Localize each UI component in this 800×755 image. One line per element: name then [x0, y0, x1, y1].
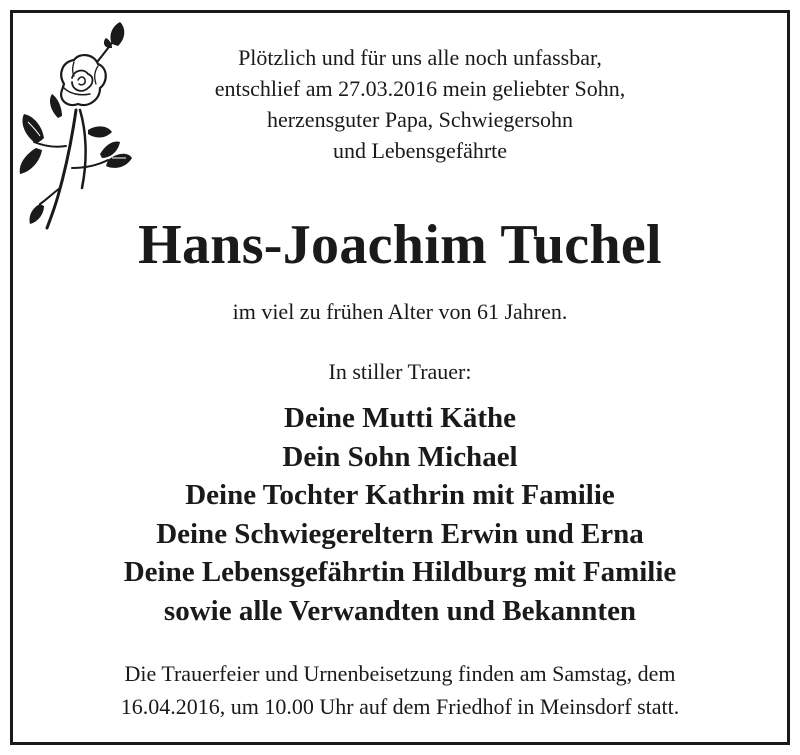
mourning-heading: In stiller Trauer: — [328, 359, 472, 384]
rose-icon — [14, 18, 134, 230]
deceased-name: Hans-Joachim Tuchel — [138, 214, 662, 276]
age-text: im viel zu frühen Alter von 61 Jahren. — [232, 299, 568, 324]
intro-text — [140, 42, 700, 166]
family-member: Deine Tochter Kathrin mit Familie — [185, 479, 615, 512]
intro-line: herzensguter Papa, Schwiegersohn — [266, 107, 574, 132]
intro-line: entschlief am 27.03.2016 mein geliebter Sohn, — [214, 76, 626, 101]
ceremony-line: Die Trauerfeier und Urnenbeisetzung finden am Samstag, dem — [124, 661, 676, 686]
family-member: Deine Lebensgefährtin Hildburg mit Familie — [123, 556, 677, 589]
family-member: Deine Schwiegereltern Erwin und Erna — [156, 517, 644, 550]
family-list — [0, 399, 800, 631]
ceremony-line: 16.04.2016, um 10.00 Uhr auf dem Friedhof in Meinsdorf statt. — [120, 694, 680, 719]
ceremony-text — [0, 657, 800, 723]
family-member: sowie alle Verwandten und Bekannten — [163, 594, 637, 627]
intro-line: Plötzlich und für uns alle noch unfassbar, — [238, 45, 602, 70]
family-member: Deine Mutti Käthe — [284, 402, 516, 434]
family-member: Dein Sohn Michael — [282, 440, 518, 473]
intro-line: und Lebensgefährte — [332, 138, 508, 163]
